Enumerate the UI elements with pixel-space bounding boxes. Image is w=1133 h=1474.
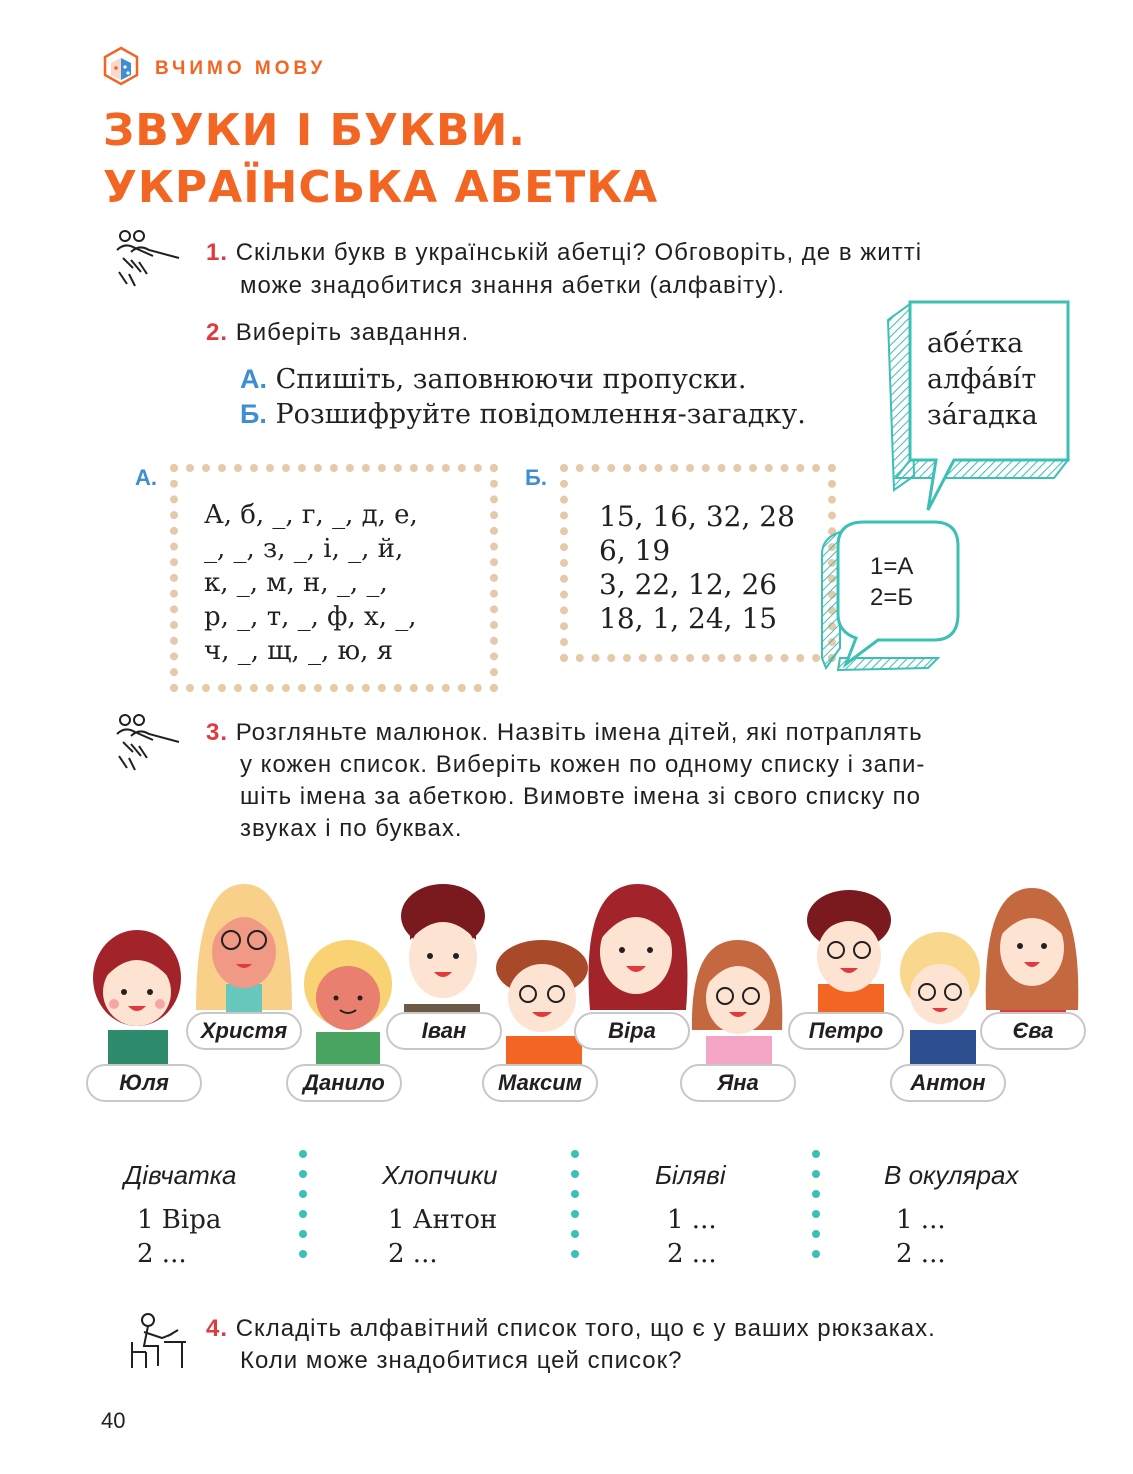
box-b-label: Б. bbox=[525, 465, 547, 490]
option-a-letter: А. bbox=[240, 364, 267, 394]
key-line-2: 2=Б bbox=[870, 584, 914, 611]
box-a-line: к, _, м, н, _, _, bbox=[204, 568, 388, 598]
task1-line2: може знадобитися знання абетки (алфавіту). bbox=[240, 272, 785, 299]
category-girls-head: Дівчатка bbox=[124, 1160, 237, 1190]
key-line-1: 1=А bbox=[870, 553, 914, 580]
box-b-line: 18, 1, 24, 15 bbox=[599, 602, 778, 635]
child-yulia bbox=[93, 930, 181, 1070]
category-blond-line1: 1 ... bbox=[667, 1205, 717, 1235]
option-b-letter: Б. bbox=[240, 399, 267, 429]
children-illustration bbox=[0, 880, 1133, 1070]
box-b-line: 15, 16, 32, 28 bbox=[599, 500, 795, 533]
task1-number: 1. bbox=[206, 239, 229, 266]
pair-work-icon bbox=[113, 712, 183, 772]
child-maksym bbox=[496, 940, 588, 1070]
task2-text: Виберіть завдання. bbox=[235, 319, 470, 346]
dice-cube-icon bbox=[103, 46, 139, 86]
child-danylo bbox=[304, 940, 392, 1070]
key-text bbox=[870, 551, 913, 613]
box-a-label: А. bbox=[135, 465, 157, 490]
child-ivan bbox=[401, 884, 485, 1030]
page-number: 40 bbox=[101, 1408, 126, 1433]
category-girls-line1: 1 Віра bbox=[137, 1205, 222, 1235]
category-boys-head: Хлопчики bbox=[382, 1160, 498, 1190]
task3-line3: шіть імена за абеткою. Вимовте імена зі свого списку по bbox=[240, 783, 921, 810]
task2-option-b bbox=[240, 399, 806, 430]
name-tag-vira: Віра bbox=[574, 1012, 690, 1050]
name-tag-khrystia: Христя bbox=[186, 1012, 302, 1050]
box-b-text bbox=[599, 500, 795, 636]
page-title-line1: ЗВУКИ І БУКВИ. bbox=[103, 105, 527, 156]
child-yana bbox=[692, 940, 782, 1070]
category-blond-line2: 2 ... bbox=[667, 1239, 717, 1269]
box-a-text bbox=[204, 498, 418, 668]
stress-words bbox=[927, 326, 1038, 434]
option-a-text: Спишіть, заповнюючи пропуски. bbox=[275, 364, 747, 395]
box-a-line: ч, _, щ, _, ю, я bbox=[204, 636, 394, 666]
category-glasses-line1: 1 ... bbox=[896, 1205, 946, 1235]
child-anton bbox=[900, 932, 980, 1070]
name-tag-anton: Антон bbox=[890, 1064, 1006, 1102]
individual-work-icon bbox=[128, 1312, 190, 1372]
name-tag-yulia: Юля bbox=[86, 1064, 202, 1102]
category-boys-line2: 2 ... bbox=[388, 1239, 438, 1269]
box-b-line: 6, 19 bbox=[599, 534, 671, 567]
box-b-line: 3, 22, 12, 26 bbox=[599, 568, 778, 601]
category-boys-line1: 1 Антон bbox=[388, 1205, 498, 1235]
task1 bbox=[206, 236, 1034, 269]
page-title-line2: УКРАЇНСЬКА АБЕТКА bbox=[103, 162, 659, 213]
task3-line2: у кожен список. Виберіть кожен по одному списку і запи- bbox=[240, 751, 926, 778]
category-glasses-line2: 2 ... bbox=[896, 1239, 946, 1269]
column-divider bbox=[299, 1150, 307, 1270]
task4 bbox=[206, 1312, 1050, 1345]
task1-line1: Скільки букв в українській абетці? Обговоріть, де в житті bbox=[235, 239, 923, 266]
box-a-line: _, _, з, _, і, _, й, bbox=[204, 534, 404, 564]
task2-number: 2. bbox=[206, 319, 229, 346]
task4-line1: Складіть алфавітний список того, що є у ваших рюкзаках. bbox=[235, 1315, 936, 1342]
name-tag-maksym: Максим bbox=[482, 1064, 598, 1102]
name-tag-ivan: Іван bbox=[386, 1012, 502, 1050]
name-tag-yana: Яна bbox=[680, 1064, 796, 1102]
column-divider bbox=[812, 1150, 820, 1270]
task2 bbox=[206, 316, 469, 349]
box-a-line: р, _, т, _, ф, х, _, bbox=[204, 602, 417, 632]
column-divider bbox=[571, 1150, 579, 1270]
stress-word-1: абе́тка bbox=[927, 328, 1024, 359]
option-b-text: Розшифруйте повідомлення-загадку. bbox=[275, 399, 806, 430]
category-blond-head: Біляві bbox=[655, 1160, 726, 1190]
name-tag-danylo: Данило bbox=[286, 1064, 402, 1102]
category-glasses-head: В окулярах bbox=[884, 1160, 1019, 1190]
category-girls-line2: 2 ... bbox=[137, 1239, 187, 1269]
task3-number: 3. bbox=[206, 719, 229, 746]
box-a-line: А, б, _, г, _, д, е, bbox=[204, 500, 418, 530]
child-vira bbox=[589, 884, 688, 1010]
stress-word-3: за́гадка bbox=[927, 400, 1038, 431]
task3 bbox=[206, 716, 1034, 749]
name-tag-yeva: Єва bbox=[980, 1012, 1086, 1050]
task3-line4: звуках і по буквах. bbox=[240, 815, 463, 842]
pair-work-icon bbox=[113, 228, 183, 288]
section-label: ВЧИМО МОВУ bbox=[155, 58, 327, 79]
task3-line1: Розгляньте малюнок. Назвіть імена дітей, які потраплять bbox=[235, 719, 923, 746]
name-tag-petro: Петро bbox=[788, 1012, 904, 1050]
task2-option-a bbox=[240, 364, 747, 395]
child-petro bbox=[807, 890, 891, 1014]
task4-line2: Коли може знадобитися цей список? bbox=[240, 1347, 683, 1374]
stress-word-2: алфа́ві́т bbox=[927, 364, 1037, 395]
child-yeva bbox=[986, 888, 1079, 1014]
child-khrystia bbox=[196, 884, 292, 1014]
task4-number: 4. bbox=[206, 1315, 229, 1342]
